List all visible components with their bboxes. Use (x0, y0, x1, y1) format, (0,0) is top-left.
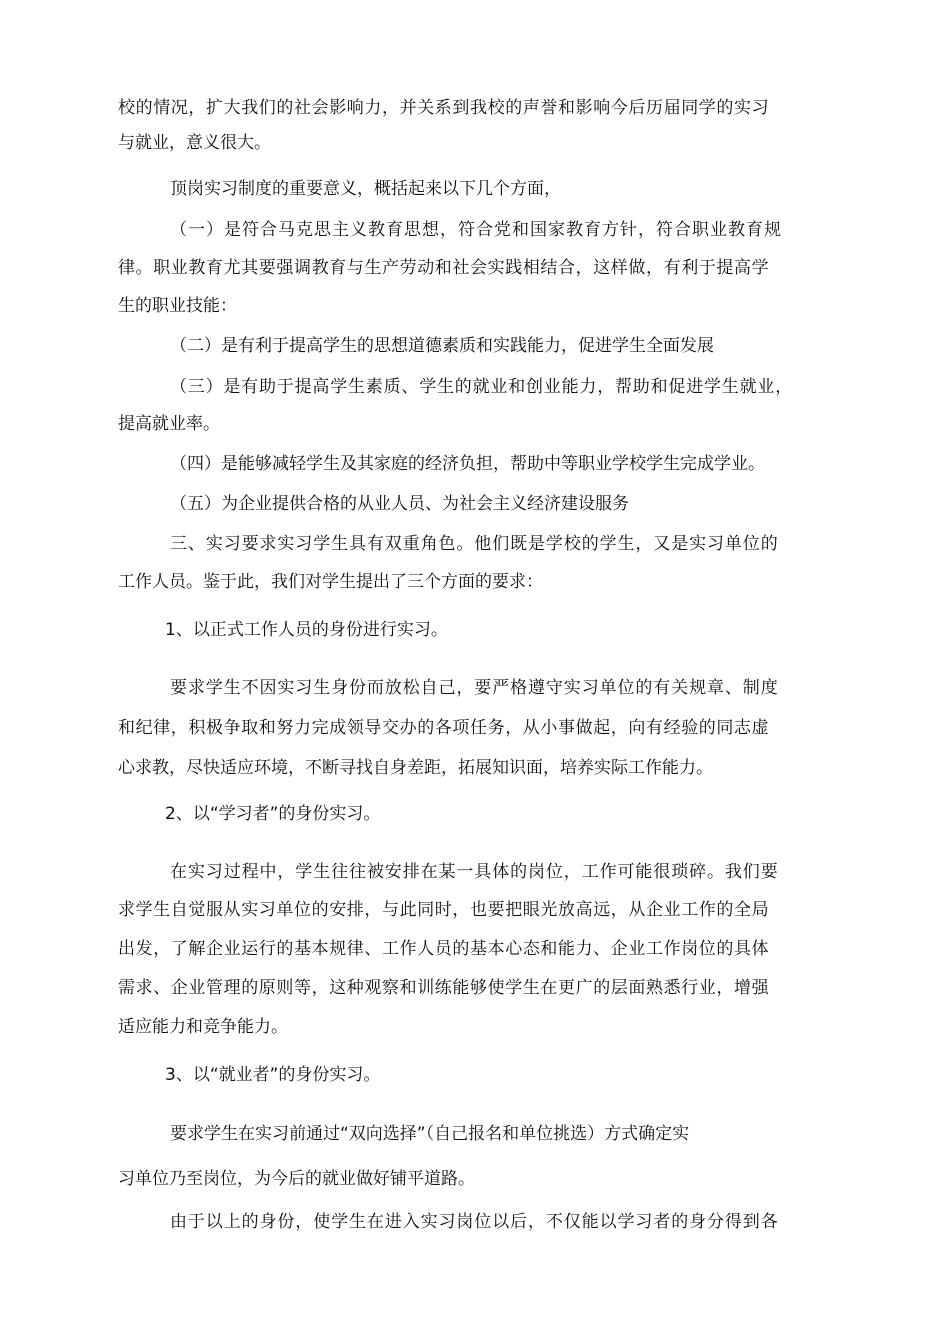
list-item-line: （三）是有助于提高学生素质、学生的就业和创业能力，帮助和促进学生就业， (170, 377, 793, 397)
paragraph-line: 要求学生在实习前通过“双向选择”（自己报名和单位挑选）方式确定实 (170, 1124, 690, 1144)
paragraph-line: 求学生自觉服从实习单位的安排，与此同时，也要把眼光放高远，从企业工作的全局 (118, 900, 770, 920)
paragraph-line: 要求学生不因实习生身份而放松自己，要严格遵守实习单位的有关规章、制度 (170, 678, 779, 698)
paragraph-line: 适应能力和竞争能力。 (118, 1017, 288, 1037)
paragraph-line: 习单位乃至岗位，为今后的就业做好铺平道路。 (118, 1169, 475, 1189)
subheading-line: 1、以正式工作人员的身份进行实习。 (165, 620, 448, 640)
list-item-line: （一）是符合马克思主义教育思想，符合党和国家教育方针，符合职业教育规 (170, 220, 782, 240)
paragraph-line: 校的情况，扩大我们的社会影响力，并关系到我校的声誉和影响今后历届同学的实习 (118, 98, 770, 118)
paragraph-line: 提高就业率。 (118, 414, 220, 434)
paragraph-line: 出发，了解企业运行的基本规律、工作人员的基本心态和能力、企业工作岗位的具体 (118, 939, 770, 959)
paragraph-line: 在实习过程中，学生往往被安排在某一具体的岗位，工作可能很琐碎。我们要 (170, 862, 779, 882)
paragraph-line: 生的职业技能： (118, 296, 237, 316)
paragraph-line: 需求、企业管理的原则等，这种观察和训练能够使学生在更广的层面熟悉行业，增强 (118, 978, 770, 998)
subheading-line: 3、以“就业者”的身份实习。 (165, 1065, 381, 1085)
paragraph-line: 律。职业教育尤其要强调教育与生产劳动和社会实践相结合，这样做，有利于提高学 (118, 258, 770, 278)
list-item-line: （二）是有利于提高学生的思想道德素质和实践能力，促进学生全面发展 (170, 336, 714, 356)
section-heading-line: 三、实习要求实习学生具有双重角色。他们既是学校的学生，又是实习单位的 (170, 534, 779, 554)
list-item-line: （五）为企业提供合格的从业人员、为社会主义经济建设服务 (170, 494, 629, 514)
list-item-line: （四）是能够减轻学生及其家庭的经济负担，帮助中等职业学校学生完成学业。 (170, 454, 765, 474)
paragraph-line: 与就业，意义很大。 (118, 133, 271, 153)
paragraph-line: 顶岗实习制度的重要意义，概括起来以下几个方面， (170, 179, 561, 199)
paragraph-line: 心求教，尽快适应环境，不断寻找自身差距，拓展知识面，培养实际工作能力。 (118, 758, 713, 778)
paragraph-line: 和纪律，积极争取和努力完成领导交办的各项任务，从小事做起，向有经验的同志虚 (118, 718, 770, 738)
paragraph-line: 工作人员。鉴于此，我们对学生提出了三个方面的要求： (118, 572, 543, 592)
paragraph-line: 由于以上的身份，使学生在进入实习岗位以后，不仅能以学习者的身分得到各 (170, 1212, 779, 1232)
subheading-line: 2、以“学习者”的身份实习。 (165, 804, 381, 824)
